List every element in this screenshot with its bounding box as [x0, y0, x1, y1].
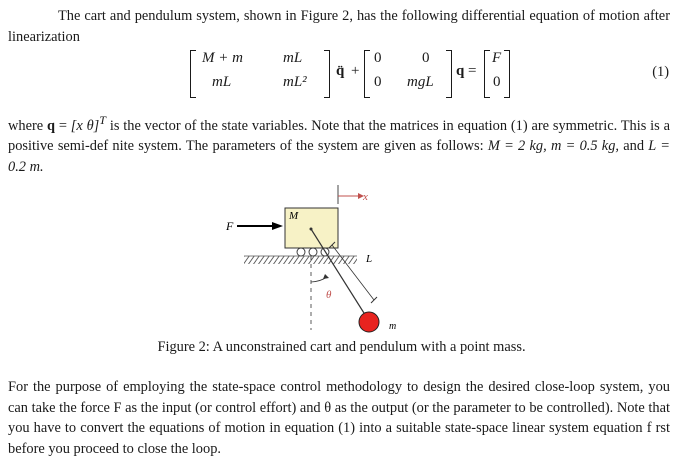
label-theta: θ [326, 289, 332, 301]
stiffness-matrix [364, 48, 452, 100]
equals-text: = [55, 117, 71, 134]
force-vector-cell: 0 [493, 74, 501, 90]
force-vector-cell: F [492, 50, 502, 66]
mass-matrix-cell: mL [283, 50, 303, 66]
stiffness-matrix-cell: 0 [422, 50, 430, 66]
param-length: L = 0.2 m. [8, 138, 671, 175]
pendulum-bob [359, 312, 379, 332]
label-m: m [389, 321, 397, 332]
stiffness-matrix-cell: 0 [374, 50, 382, 66]
where-word: where [8, 117, 44, 134]
figure-caption: Figure 2: A unconstrained cart and pendulum with a point mass. [157, 339, 526, 355]
param-bob-mass: m = 0.5 kg, [550, 138, 619, 155]
pendulum-rod [311, 229, 369, 321]
equation-1 [0, 48, 683, 100]
mass-matrix-cell: mL² [283, 74, 307, 90]
x-axis-arrow [338, 185, 368, 204]
q-double-dot: q̈ [336, 63, 345, 79]
label-M: M [289, 210, 299, 222]
mass-matrix-cell: mL [212, 74, 232, 90]
label-F: F [226, 219, 234, 233]
pivot-point [310, 228, 313, 231]
state-vector: [x θ] [70, 117, 100, 134]
figure-2 [0, 182, 683, 337]
intro-paragraph [8, 6, 670, 47]
closing-paragraph: For the purpose of employing the state-space control methodology to design the desired close-loop system, you can take the force F as the input (or control effort) and θ as the output (or the parameter to be controlled). Note that you have to convert the equations of motion in equation (1) into a suitable state-space linear system equation f rst before you proceed to close the loop. [8, 379, 670, 457]
param-cart-mass: M = 2 kg, [487, 138, 547, 155]
q-vector-symbol: q [456, 63, 465, 79]
force-vector [484, 48, 510, 100]
stiffness-matrix-cell: mgL [407, 74, 434, 90]
cart-pendulum-diagram [0, 182, 683, 337]
force-arrow [225, 219, 283, 233]
label-x: x [363, 191, 368, 203]
intro-text: The cart and pendulum system, shown in Figure 2, has the following differential equation of motion after linearization [8, 8, 670, 45]
q-symbol: q [47, 117, 56, 134]
plus-sign: + [351, 63, 360, 79]
and-word: and [619, 138, 649, 155]
stiffness-matrix-cell: 0 [374, 74, 382, 90]
transpose-mark: T [99, 113, 106, 127]
mass-matrix-cell: M + m [202, 50, 243, 66]
equals-sign: = [468, 63, 477, 79]
ground-hatch [244, 256, 357, 264]
equation-number: (1) [652, 64, 669, 80]
where-sentence: is the vector of the state variables. Note that the matrices in equation (1) are symmetric. This is a positive semi-def nite system. The parameters of the system are given as follows: [8, 117, 671, 155]
label-L: L [366, 253, 373, 265]
where-paragraph [8, 110, 670, 177]
mass-matrix [190, 48, 330, 100]
